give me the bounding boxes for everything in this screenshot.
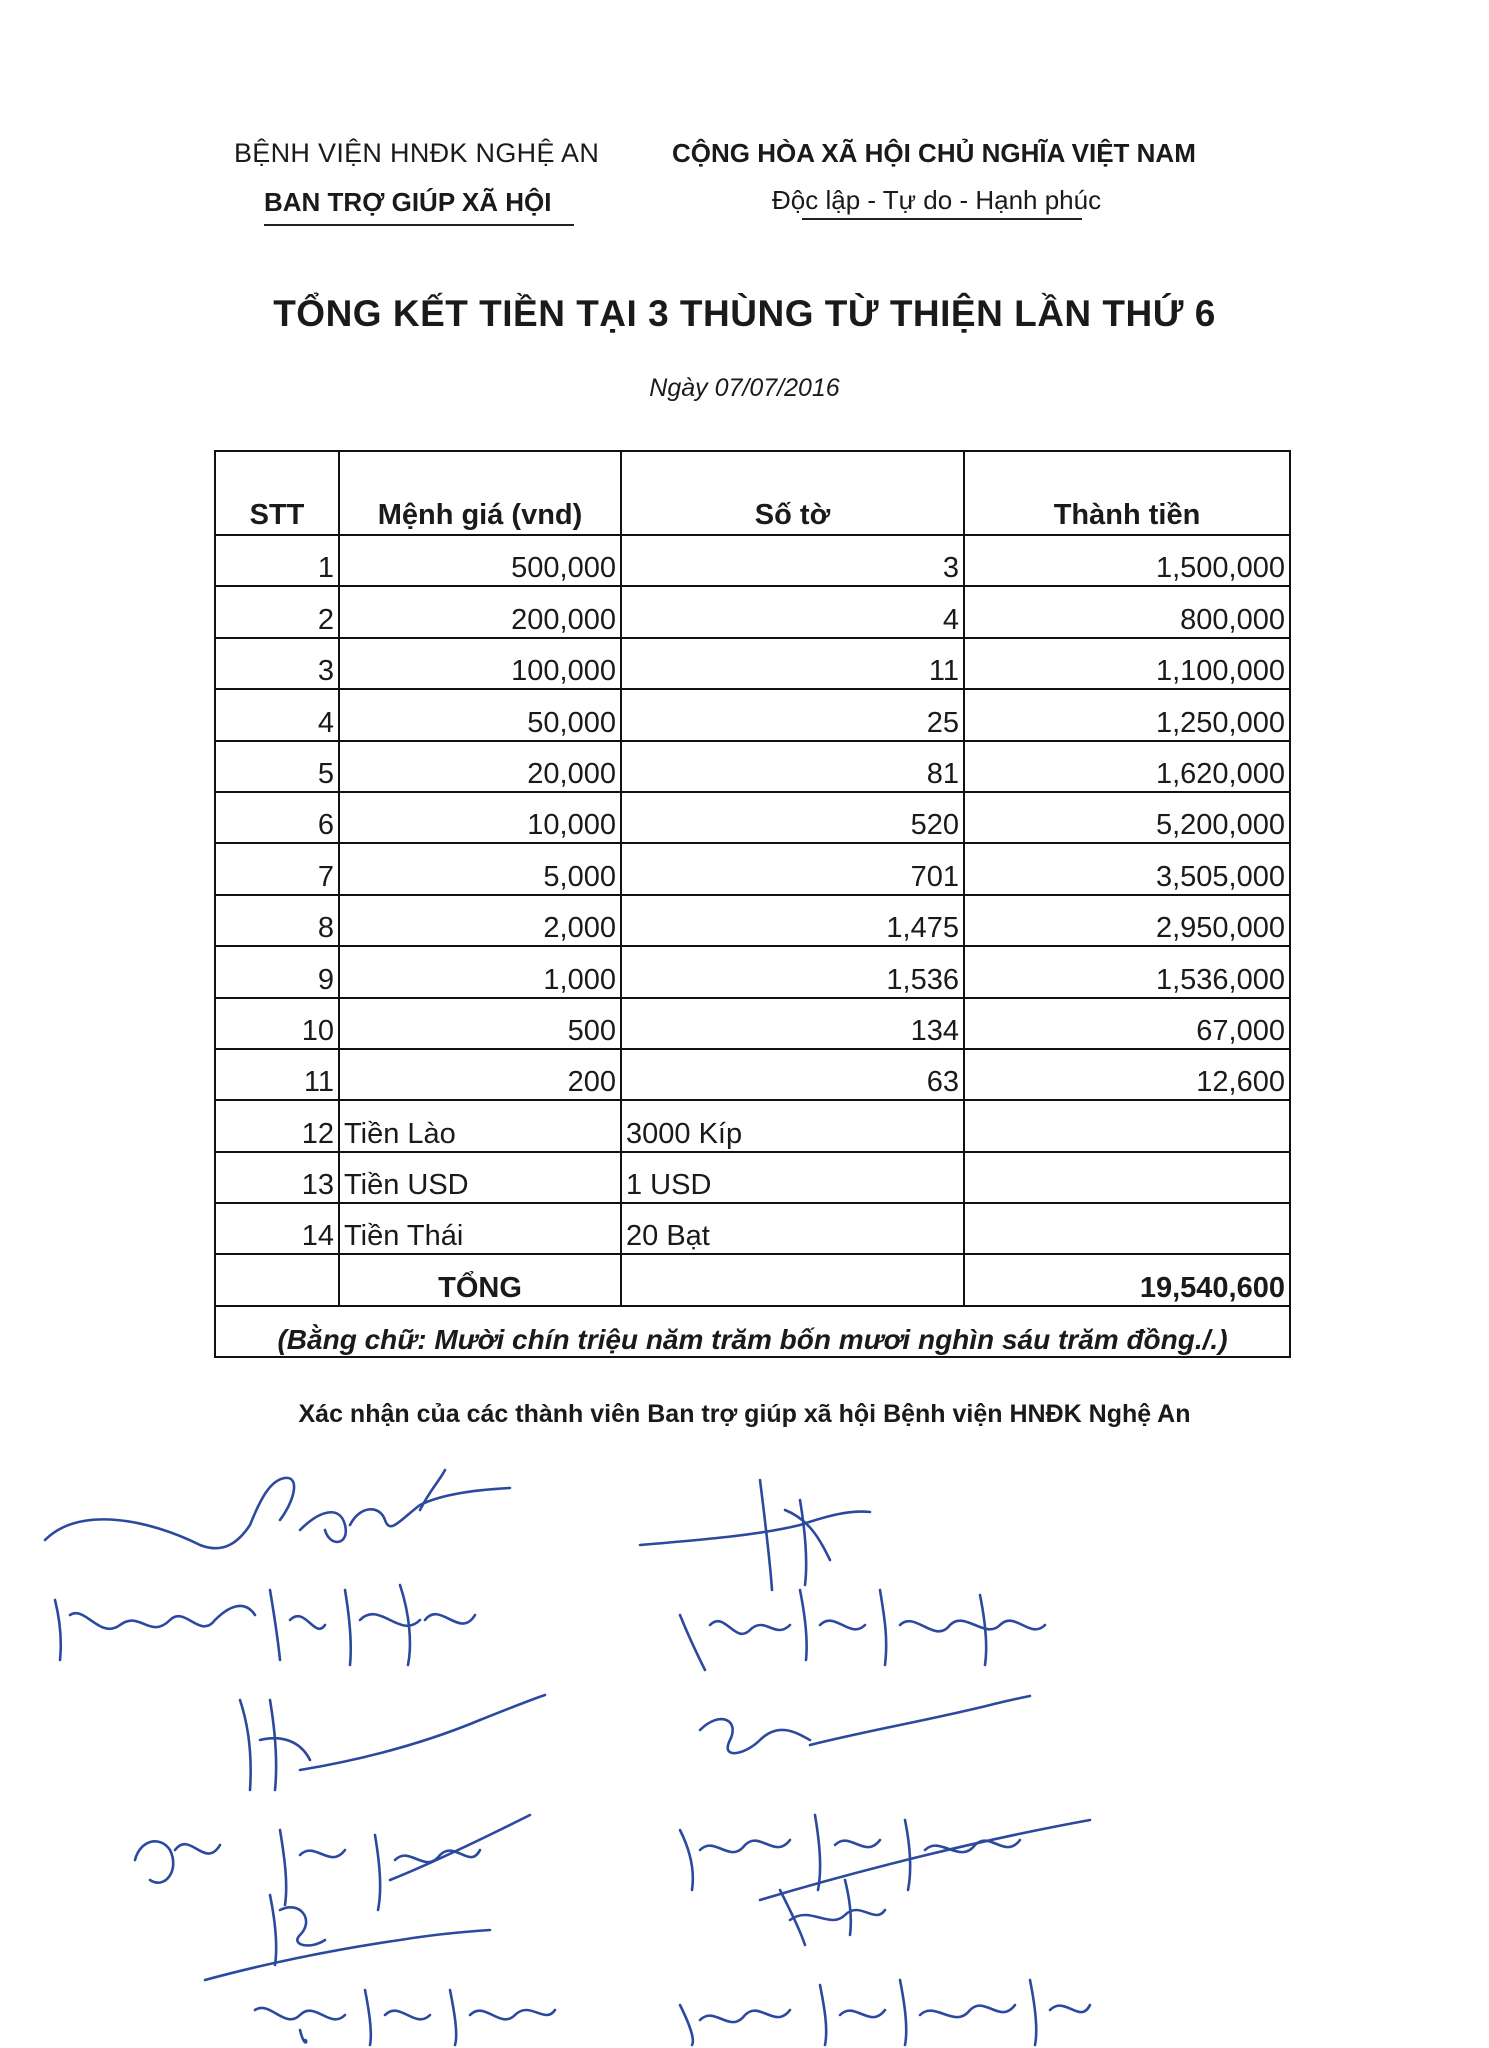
signature-3	[135, 1695, 545, 1910]
table-row	[215, 638, 1290, 689]
cell-amount: 2,950,000	[964, 895, 1290, 946]
total-row	[215, 1254, 1290, 1305]
table-row	[215, 998, 1290, 1049]
cell-denomination: 200,000	[339, 586, 621, 637]
header-stt: STT	[215, 451, 339, 535]
cell-count: 81	[621, 741, 964, 792]
foreign-currency-row	[215, 1152, 1290, 1203]
cell-foreign-amount: 20 Bạt	[621, 1203, 964, 1254]
cell-denomination: 10,000	[339, 792, 621, 843]
cell-count: 4	[621, 586, 964, 637]
table-row	[215, 586, 1290, 637]
department-name: BAN TRỢ GIÚP XÃ HỘI	[264, 187, 552, 217]
cell-denomination: 500	[339, 998, 621, 1049]
cell-stt: 13	[215, 1152, 339, 1203]
amount-in-words: (Bằng chữ: Mười chín triệu năm trăm bốn mươi nghìn sáu trăm đồng./.)	[215, 1306, 1290, 1357]
table-row	[215, 895, 1290, 946]
cell-stt: 11	[215, 1049, 339, 1100]
foreign-currency-row	[215, 1203, 1290, 1254]
national-motto: Độc lập - Tự do - Hạnh phúc	[772, 185, 1102, 215]
cell-denomination: 20,000	[339, 741, 621, 792]
cell-stt: 9	[215, 946, 339, 997]
table-row	[215, 1049, 1290, 1100]
cell-amount: 1,536,000	[964, 946, 1290, 997]
donation-table	[214, 450, 1291, 1358]
cell-stt: 7	[215, 843, 339, 894]
cell-amount: 800,000	[964, 586, 1290, 637]
cell-count: 134	[621, 998, 964, 1049]
table-row	[215, 843, 1290, 894]
right-header-rule	[802, 218, 1082, 220]
cell-count: 701	[621, 843, 964, 894]
cell-currency: Tiền USD	[339, 1152, 621, 1203]
cell-currency: Tiền Lào	[339, 1100, 621, 1151]
cell-amount	[964, 1152, 1290, 1203]
cell-stt: 3	[215, 638, 339, 689]
cell-amount: 1,620,000	[964, 741, 1290, 792]
table-row	[215, 792, 1290, 843]
national-title: CỘNG HÒA XÃ HỘI CHỦ NGHĨA VIỆT NAM	[672, 138, 1196, 168]
header-denomination: Mệnh giá (vnd)	[339, 451, 621, 535]
total-empty-cell	[215, 1254, 339, 1305]
signature-4	[680, 1696, 1090, 1900]
cell-stt: 12	[215, 1100, 339, 1151]
header-amount: Thành tiền	[964, 451, 1290, 535]
table-row	[215, 946, 1290, 997]
amount-in-words-row	[215, 1306, 1290, 1357]
cell-denomination: 1,000	[339, 946, 621, 997]
table-row	[215, 741, 1290, 792]
cell-currency: Tiền Thái	[339, 1203, 621, 1254]
cell-denomination: 5,000	[339, 843, 621, 894]
document-title: TỔNG KẾT TIỀN TẠI 3 THÙNG TỪ THIỆN LẦN THỨ 6	[273, 293, 1216, 334]
signature-1	[45, 1470, 510, 1665]
cell-stt: 6	[215, 792, 339, 843]
cell-amount: 5,200,000	[964, 792, 1290, 843]
left-header-rule	[264, 224, 574, 226]
cell-stt: 10	[215, 998, 339, 1049]
cell-denomination: 200	[339, 1049, 621, 1100]
table-header-row	[215, 451, 1290, 535]
cell-amount: 12,600	[964, 1049, 1290, 1100]
confirmation-text: Xác nhận của các thành viên Ban trợ giúp xã hội Bệnh viện HNĐK Nghệ An	[298, 1400, 1191, 1428]
cell-stt: 5	[215, 741, 339, 792]
cell-count: 11	[621, 638, 964, 689]
cell-denomination: 500,000	[339, 535, 621, 586]
cell-count: 1,475	[621, 895, 964, 946]
document-date: Ngày 07/07/2016	[649, 374, 840, 402]
total-value: 19,540,600	[964, 1254, 1290, 1305]
cell-count: 25	[621, 689, 964, 740]
signature-6	[680, 1880, 1090, 2045]
cell-count: 1,536	[621, 946, 964, 997]
header-count: Số tờ	[621, 451, 964, 535]
cell-count: 63	[621, 1049, 964, 1100]
cell-amount	[964, 1203, 1290, 1254]
table-row	[215, 535, 1290, 586]
foreign-currency-row	[215, 1100, 1290, 1151]
cell-stt: 4	[215, 689, 339, 740]
cell-amount: 1,250,000	[964, 689, 1290, 740]
table-row	[215, 689, 1290, 740]
cell-amount: 3,505,000	[964, 843, 1290, 894]
cell-count: 3	[621, 535, 964, 586]
total-label: TỔNG	[339, 1254, 621, 1305]
hospital-name: BỆNH VIỆN HNĐK NGHỆ AN	[234, 138, 600, 168]
cell-stt: 1	[215, 535, 339, 586]
cell-amount	[964, 1100, 1290, 1151]
cell-denomination: 2,000	[339, 895, 621, 946]
cell-stt: 8	[215, 895, 339, 946]
cell-amount: 1,500,000	[964, 535, 1290, 586]
cell-amount: 67,000	[964, 998, 1290, 1049]
signature-2	[640, 1480, 1045, 1670]
cell-denomination: 50,000	[339, 689, 621, 740]
cell-denomination: 100,000	[339, 638, 621, 689]
cell-count: 520	[621, 792, 964, 843]
cell-stt: 14	[215, 1203, 339, 1254]
cell-amount: 1,100,000	[964, 638, 1290, 689]
cell-foreign-amount: 1 USD	[621, 1152, 964, 1203]
cell-stt: 2	[215, 586, 339, 637]
signature-5	[205, 1895, 555, 2045]
cell-foreign-amount: 3000 Kíp	[621, 1100, 964, 1151]
total-empty-cell	[621, 1254, 964, 1305]
